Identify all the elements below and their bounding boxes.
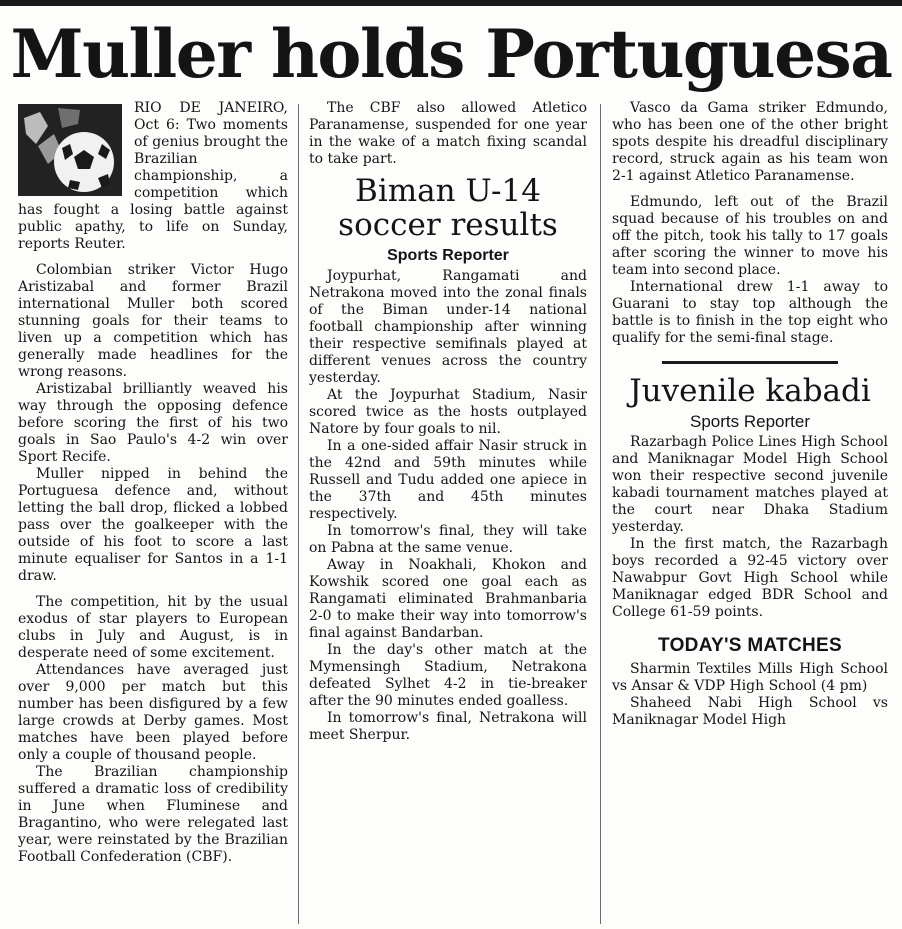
section-rule [662,361,838,364]
soccer-ball-photo [18,104,122,196]
main-story-paragraph: International drew 1-1 away to Guarani to stay top although the battle is to finish in the top eight who qualify for the semi-final stage. [612,279,888,346]
column-divider [600,104,601,924]
main-story-paragraph: Attendances have averaged just over 9,000 per match but this number has been disfigured by a few large crowds at Derby games. Most matches have been played before only a couple of thousand people. [18,662,288,763]
biman-paragraph: In a one-sided affair Nasir struck in the 42nd and 59th minutes while Russell and Tudu added one apiece in the 37th and 45th minutes respectively. [309,438,587,522]
top-rule [0,0,902,6]
column-3 [612,100,888,729]
main-story-paragraph: The CBF also allowed Atletico Paranamense, suspended for one year in the wake of a match fixing scandal to take part. [309,100,587,167]
biman-paragraph: Away in Noakhali, Khokon and Kowshik scored one goal each as Rangamati eliminated Brahmanbaria 2-0 to make their way into tomorrow's final against Bandarban. [309,557,587,641]
main-headline: Muller holds Portuguesa [10,15,892,93]
todays-matches-heading: TODAY'S MATCHES [658,635,842,656]
main-story-paragraph: The Brazilian championship suffered a dramatic loss of credibility in June when Fluminese and Bragantino, who were relegated last year, were reinstated by the Brazilian Football Confederation (CBF). [18,764,288,865]
main-story-paragraph: RIO DE JANEIRO, Oct 6: Two moments of genius brought the Brazilian championship, a competition which has fought a losing battle against public apathy, to life on Sunday, reports Reuter. [18,100,288,252]
kabadi-paragraph: Razarbagh Police Lines High School and Maniknagar Model High School won their respective second juvenile kabadi tournament matches played at the court near Dhaka Stadium yesterday. [612,434,888,535]
biman-paragraph: In tomorrow's final, Netrakona will meet Sherpur. [309,710,587,743]
column-1 [18,100,288,866]
main-story-paragraph: Muller nipped in behind the Portuguesa defence and, without letting the ball drop, flicked a lobbed pass over the goalkeeper with the outside of his foot to score a last minute equaliser for Santos in a 1-1 draw. [18,466,288,584]
biman-paragraph: At the Joypurhat Stadium, Nasir scored twice as the hosts outplayed Natore by four goals to nil. [309,387,587,437]
main-story-paragraph: Vasco da Gama striker Edmundo, who has been one of the other bright spots despite his dreadful disciplinary record, struck again as his team won 2-1 against Atletico Paranamense. [612,100,888,184]
main-story-paragraph: Edmundo, left out of the Brazil squad because of his troubles on and off the pitch, took his tally to 17 goals after scoring the winner to move his team into second place. [612,194,888,278]
biman-byline: Sports Reporter [387,247,509,264]
biman-paragraph: Joypurhat, Rangamati and Netrakona moved into the zonal finals of the Biman under-14 national football championship after winning their respective semifinals played at different venues across the country yesterday. [309,268,587,386]
column-divider [298,104,299,924]
kabadi-byline: Sports Reporter [690,412,810,431]
biman-paragraph: In tomorrow's final, they will take on Pabna at the same venue. [309,523,587,556]
kabadi-headline: Juvenile kabadi [629,373,871,409]
biman-paragraph: In the day's other match at the Mymensingh Stadium, Netrakona defeated Sylhet 4-2 in tie-breaker after the 90 minutes ended goalless. [309,642,587,709]
kabadi-paragraph: In the first match, the Razarbagh boys recorded a 92-45 victory over Nawabpur Govt High School while Maniknagar edged BDR School and College 61-59 points. [612,536,888,620]
biman-headline: Biman U-14 soccer results [338,173,558,243]
match-listing: Shaheed Nabi High School vs Maniknagar Model High [612,695,888,728]
main-story-paragraph: Colombian striker Victor Hugo Aristizabal and former Brazil international Muller both scored stunning goals for their teams to liven up a competition which has generally made headlines for the wrong reasons. [18,262,288,380]
main-story-paragraph: The competition, hit by the usual exodus of star players to European clubs in July and August, is in desperate need of some excitement. [18,594,288,661]
main-story-paragraph: Aristizabal brilliantly weaved his way through the opposing defence before scoring the first of his two goals in Sao Paulo's 4-2 win over Sport Recife. [18,381,288,465]
column-2 [309,100,587,744]
match-listing: Sharmin Textiles Mills High School vs Ansar & VDP High School (4 pm) [612,661,888,694]
